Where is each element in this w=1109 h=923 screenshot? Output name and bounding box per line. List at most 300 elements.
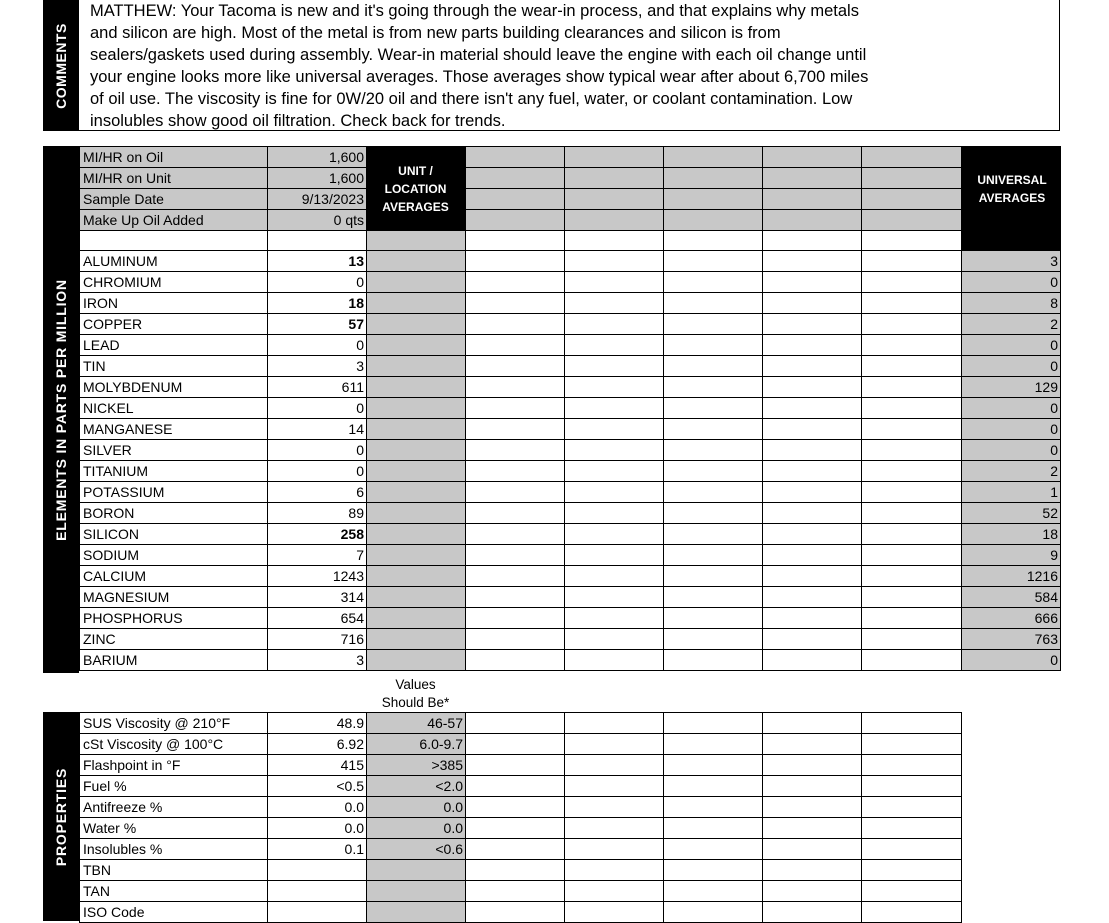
properties-table (79, 712, 962, 923)
history-cell (763, 608, 862, 629)
unit-avg-cell (367, 272, 466, 293)
history-cell (664, 545, 763, 566)
properties-section-bar (43, 712, 79, 921)
unit-avg-cell (367, 545, 466, 566)
history-cell (763, 881, 862, 902)
element-label: CALCIUM (80, 566, 268, 587)
sample-info-row (80, 147, 1061, 168)
property-row (80, 860, 962, 881)
element-label: ALUMINUM (80, 251, 268, 272)
history-cell (565, 818, 664, 839)
history-cell (763, 314, 862, 335)
history-cell (466, 482, 565, 503)
history-cell (862, 251, 962, 272)
history-cell (664, 650, 763, 671)
history-cell (862, 461, 962, 482)
property-label: cSt Viscosity @ 100°C (80, 734, 268, 755)
history-cell (565, 524, 664, 545)
history-cell (862, 566, 962, 587)
element-label: TITANIUM (80, 461, 268, 482)
history-cell (664, 818, 763, 839)
history-cell (466, 734, 565, 755)
history-cell (664, 231, 763, 251)
unit-avg-cell (367, 503, 466, 524)
property-value (268, 902, 367, 923)
element-label: SILICON (80, 524, 268, 545)
element-label: IRON (80, 293, 268, 314)
element-row (80, 629, 1061, 650)
history-cell (565, 839, 664, 860)
history-cell (565, 650, 664, 671)
history-cell (664, 860, 763, 881)
history-cell (664, 419, 763, 440)
property-should-be: 46-57 (367, 713, 466, 734)
universal-average-value: 1216 (962, 566, 1061, 587)
unit-avg-cell (367, 440, 466, 461)
history-cell (862, 734, 962, 755)
history-cell (466, 650, 565, 671)
history-cell (664, 440, 763, 461)
element-row (80, 545, 1061, 566)
history-cell (466, 147, 565, 168)
universal-average-value: 0 (962, 419, 1061, 440)
history-cell (862, 147, 962, 168)
universal-average-value: 52 (962, 503, 1061, 524)
element-row (80, 398, 1061, 419)
universal-average-value: 129 (962, 377, 1061, 398)
property-label: Fuel % (80, 776, 268, 797)
history-cell (565, 587, 664, 608)
history-cell (466, 398, 565, 419)
history-cell (862, 168, 962, 189)
history-cell (565, 335, 664, 356)
property-row (80, 797, 962, 818)
history-cell (763, 902, 862, 923)
property-row (80, 755, 962, 776)
universal-average-value: 666 (962, 608, 1061, 629)
property-value: 0.1 (268, 839, 367, 860)
history-cell (763, 587, 862, 608)
element-label: TIN (80, 356, 268, 377)
history-cell (466, 545, 565, 566)
history-cell (664, 629, 763, 650)
element-row (80, 566, 1061, 587)
history-cell (763, 231, 862, 251)
element-row (80, 587, 1061, 608)
history-cell (466, 902, 565, 923)
history-cell (862, 860, 962, 881)
history-cell (763, 524, 862, 545)
element-row (80, 272, 1061, 293)
history-cell (763, 168, 862, 189)
element-row (80, 503, 1061, 524)
history-cell (466, 629, 565, 650)
unit-avg-cell (367, 524, 466, 545)
element-label: BARIUM (80, 650, 268, 671)
history-cell (664, 587, 763, 608)
history-cell (862, 231, 962, 251)
property-label: Water % (80, 818, 268, 839)
history-cell (862, 713, 962, 734)
history-cell (565, 272, 664, 293)
history-cell (862, 545, 962, 566)
element-value: 6 (268, 482, 367, 503)
history-cell (862, 881, 962, 902)
history-cell (466, 566, 565, 587)
history-cell (664, 314, 763, 335)
element-value: 0 (268, 335, 367, 356)
history-cell (664, 210, 763, 231)
history-cell (763, 356, 862, 377)
history-cell (763, 776, 862, 797)
unit-avg-cell (367, 629, 466, 650)
property-row (80, 818, 962, 839)
element-label: PHOSPHORUS (80, 608, 268, 629)
universal-average-value: 763 (962, 629, 1061, 650)
element-value: 314 (268, 587, 367, 608)
property-should-be: 0.0 (367, 797, 466, 818)
info-value: 1,600 (268, 147, 367, 168)
history-cell (565, 902, 664, 923)
history-cell (862, 755, 962, 776)
history-cell (565, 251, 664, 272)
history-cell (466, 335, 565, 356)
history-cell (763, 797, 862, 818)
history-cell (565, 755, 664, 776)
element-label: MANGANESE (80, 419, 268, 440)
history-cell (664, 734, 763, 755)
history-cell (664, 881, 763, 902)
element-value: 0 (268, 440, 367, 461)
history-cell (466, 189, 565, 210)
history-cell (466, 293, 565, 314)
history-cell (466, 231, 565, 251)
property-value: <0.5 (268, 776, 367, 797)
info-value: 1,600 (268, 168, 367, 189)
property-value: 6.92 (268, 734, 367, 755)
element-row (80, 293, 1061, 314)
unit-avg-cell (367, 566, 466, 587)
history-cell (664, 566, 763, 587)
element-value: 0 (268, 398, 367, 419)
history-cell (565, 461, 664, 482)
universal-average-value: 9 (962, 545, 1061, 566)
property-label: Insolubles % (80, 839, 268, 860)
history-cell (763, 272, 862, 293)
history-cell (664, 398, 763, 419)
element-row (80, 482, 1061, 503)
history-cell (664, 524, 763, 545)
history-cell (862, 356, 962, 377)
history-cell (664, 713, 763, 734)
history-cell (466, 461, 565, 482)
property-row (80, 839, 962, 860)
history-cell (565, 168, 664, 189)
history-cell (565, 545, 664, 566)
universal-average-value: 0 (962, 440, 1061, 461)
history-cell (763, 335, 862, 356)
element-value: 0 (268, 272, 367, 293)
element-label: COPPER (80, 314, 268, 335)
element-row (80, 314, 1061, 335)
history-cell (664, 293, 763, 314)
history-cell (466, 776, 565, 797)
history-cell (664, 839, 763, 860)
history-cell (763, 818, 862, 839)
unit-location-averages-header: UNIT / LOCATION AVERAGES (366, 147, 465, 230)
history-cell (466, 272, 565, 293)
info-label: MI/HR on Unit (80, 168, 268, 189)
universal-average-value: 0 (962, 356, 1061, 377)
history-cell (763, 734, 862, 755)
element-label: CHROMIUM (80, 272, 268, 293)
history-cell (565, 503, 664, 524)
unit-avg-cell (367, 293, 466, 314)
property-value: 0.0 (268, 818, 367, 839)
history-cell (565, 231, 664, 251)
history-cell (466, 314, 565, 335)
history-cell (763, 251, 862, 272)
history-cell (763, 147, 862, 168)
history-cell (664, 335, 763, 356)
element-row (80, 419, 1061, 440)
unit-avg-cell (367, 650, 466, 671)
universal-average-value: 0 (962, 398, 1061, 419)
comment-line: insolubles show good oil filtration. Check back for trends. (90, 111, 506, 130)
sample-info-table (79, 146, 1061, 231)
info-value: 0 qts (268, 210, 367, 231)
history-cell (862, 629, 962, 650)
history-cell (466, 608, 565, 629)
elements-section-bar (43, 146, 79, 673)
element-value: 57 (268, 314, 367, 335)
comments-section-bar (43, 0, 79, 131)
history-cell (466, 818, 565, 839)
history-cell (466, 168, 565, 189)
property-value (268, 860, 367, 881)
history-cell (466, 503, 565, 524)
history-cell (565, 398, 664, 419)
element-value: 716 (268, 629, 367, 650)
history-cell (565, 566, 664, 587)
unit-avg-cell (367, 377, 466, 398)
history-cell (466, 881, 565, 902)
property-value (268, 881, 367, 902)
history-cell (862, 272, 962, 293)
history-cell (565, 293, 664, 314)
history-cell (862, 650, 962, 671)
history-cell (664, 503, 763, 524)
comment-line: sealers/gaskets used during assembly. Wear-in material should leave the engine with each oil change until (90, 45, 867, 64)
comment-line: of oil use. The viscosity is fine for 0W/20 oil and there isn't any fuel, water, or coolant contamination. Low (90, 89, 853, 108)
history-cell (466, 356, 565, 377)
universal-average-value: 3 (962, 251, 1061, 272)
history-cell (565, 797, 664, 818)
property-row (80, 734, 962, 755)
property-should-be: <2.0 (367, 776, 466, 797)
history-cell (466, 587, 565, 608)
property-label: TAN (80, 881, 268, 902)
history-cell (763, 503, 862, 524)
property-should-be (367, 860, 466, 881)
element-row (80, 377, 1061, 398)
history-cell (763, 545, 862, 566)
history-cell (466, 419, 565, 440)
history-cell (664, 776, 763, 797)
history-cell (862, 210, 962, 231)
history-cell (862, 839, 962, 860)
history-cell (466, 839, 565, 860)
history-cell (763, 419, 862, 440)
history-cell (565, 377, 664, 398)
history-cell (763, 713, 862, 734)
history-cell (466, 440, 565, 461)
history-cell (466, 377, 565, 398)
history-cell (466, 797, 565, 818)
info-label: MI/HR on Oil (80, 147, 268, 168)
history-cell (664, 356, 763, 377)
property-should-be: 6.0-9.7 (367, 734, 466, 755)
unit-avg-cell (367, 419, 466, 440)
history-cell (763, 398, 862, 419)
sample-info-row (80, 168, 1061, 189)
history-cell (664, 461, 763, 482)
universal-average-value: 1 (962, 482, 1061, 503)
history-cell (763, 293, 862, 314)
history-cell (565, 629, 664, 650)
history-cell (565, 776, 664, 797)
element-value: 13 (268, 251, 367, 272)
element-row (80, 356, 1061, 377)
history-cell (565, 210, 664, 231)
history-cell (565, 314, 664, 335)
history-cell (565, 419, 664, 440)
element-value: 14 (268, 419, 367, 440)
history-cell (664, 902, 763, 923)
property-row (80, 776, 962, 797)
element-value: 18 (268, 293, 367, 314)
spacer-row (80, 231, 1061, 251)
history-cell (466, 251, 565, 272)
history-cell (763, 440, 862, 461)
history-cell (466, 524, 565, 545)
element-value: 89 (268, 503, 367, 524)
history-cell (763, 210, 862, 231)
unit-avg-cell (367, 482, 466, 503)
history-cell (862, 587, 962, 608)
properties-section-label: PROPERTIES (53, 767, 69, 866)
universal-average-value: 2 (962, 461, 1061, 482)
property-value: 415 (268, 755, 367, 776)
element-label: BORON (80, 503, 268, 524)
info-label: Make Up Oil Added (80, 210, 268, 231)
history-cell (664, 147, 763, 168)
universal-average-value: 2 (962, 314, 1061, 335)
element-value: 3 (268, 650, 367, 671)
property-should-be: 0.0 (367, 818, 466, 839)
history-cell (664, 797, 763, 818)
property-should-be (367, 881, 466, 902)
element-value: 654 (268, 608, 367, 629)
element-value: 0 (268, 461, 367, 482)
blank-cell (268, 231, 367, 251)
history-cell (763, 860, 862, 881)
history-cell (862, 482, 962, 503)
unit-avg-cell (367, 314, 466, 335)
universal-averages-header: UNIVERSAL AVERAGES (963, 147, 1061, 230)
sample-info-row (80, 210, 1061, 231)
universal-average-value: 0 (962, 650, 1061, 671)
history-cell (466, 713, 565, 734)
history-cell (763, 189, 862, 210)
sample-info-row (80, 189, 1061, 210)
history-cell (862, 503, 962, 524)
history-cell (565, 881, 664, 902)
element-label: NICKEL (80, 398, 268, 419)
history-cell (763, 839, 862, 860)
values-should-be-header: Values Should Be* (381, 677, 450, 710)
elements-table (79, 230, 1061, 671)
history-cell (664, 168, 763, 189)
element-value: 3 (268, 356, 367, 377)
history-cell (862, 524, 962, 545)
comment-line: MATTHEW: Your Tacoma is new and it's going through the wear-in process, and that explains why metals (90, 2, 859, 20)
history-cell (862, 377, 962, 398)
history-cell (763, 566, 862, 587)
element-value: 611 (268, 377, 367, 398)
element-label: MOLYBDENUM (80, 377, 268, 398)
property-should-be: <0.6 (367, 839, 466, 860)
history-cell (763, 629, 862, 650)
element-row (80, 251, 1061, 272)
unit-avg-cell (367, 251, 466, 272)
history-cell (862, 398, 962, 419)
universal-header-cell (962, 231, 1061, 251)
universal-average-value: 584 (962, 587, 1061, 608)
element-label: SILVER (80, 440, 268, 461)
property-value: 0.0 (268, 797, 367, 818)
history-cell (565, 608, 664, 629)
blank-cell (80, 231, 268, 251)
unit-avg-cell (367, 335, 466, 356)
element-label: ZINC (80, 629, 268, 650)
unit-avg-cell (367, 587, 466, 608)
unit-avg-cell (367, 356, 466, 377)
history-cell (862, 314, 962, 335)
history-cell (565, 734, 664, 755)
element-value: 258 (268, 524, 367, 545)
property-should-be (367, 902, 466, 923)
property-row (80, 902, 962, 923)
history-cell (664, 272, 763, 293)
unit-avg-cell (367, 231, 466, 251)
element-value: 1243 (268, 566, 367, 587)
element-label: MAGNESIUM (80, 587, 268, 608)
history-cell (565, 189, 664, 210)
elements-section-label: ELEMENTS IN PARTS PER MILLION (53, 278, 70, 541)
element-row (80, 335, 1061, 356)
element-row (80, 608, 1061, 629)
history-cell (862, 419, 962, 440)
element-value: 7 (268, 545, 367, 566)
history-cell (565, 860, 664, 881)
property-label: ISO Code (80, 902, 268, 923)
info-label: Sample Date (80, 189, 268, 210)
history-cell (565, 713, 664, 734)
history-cell (664, 251, 763, 272)
comments-text (90, 1, 960, 132)
universal-average-value: 0 (962, 335, 1061, 356)
